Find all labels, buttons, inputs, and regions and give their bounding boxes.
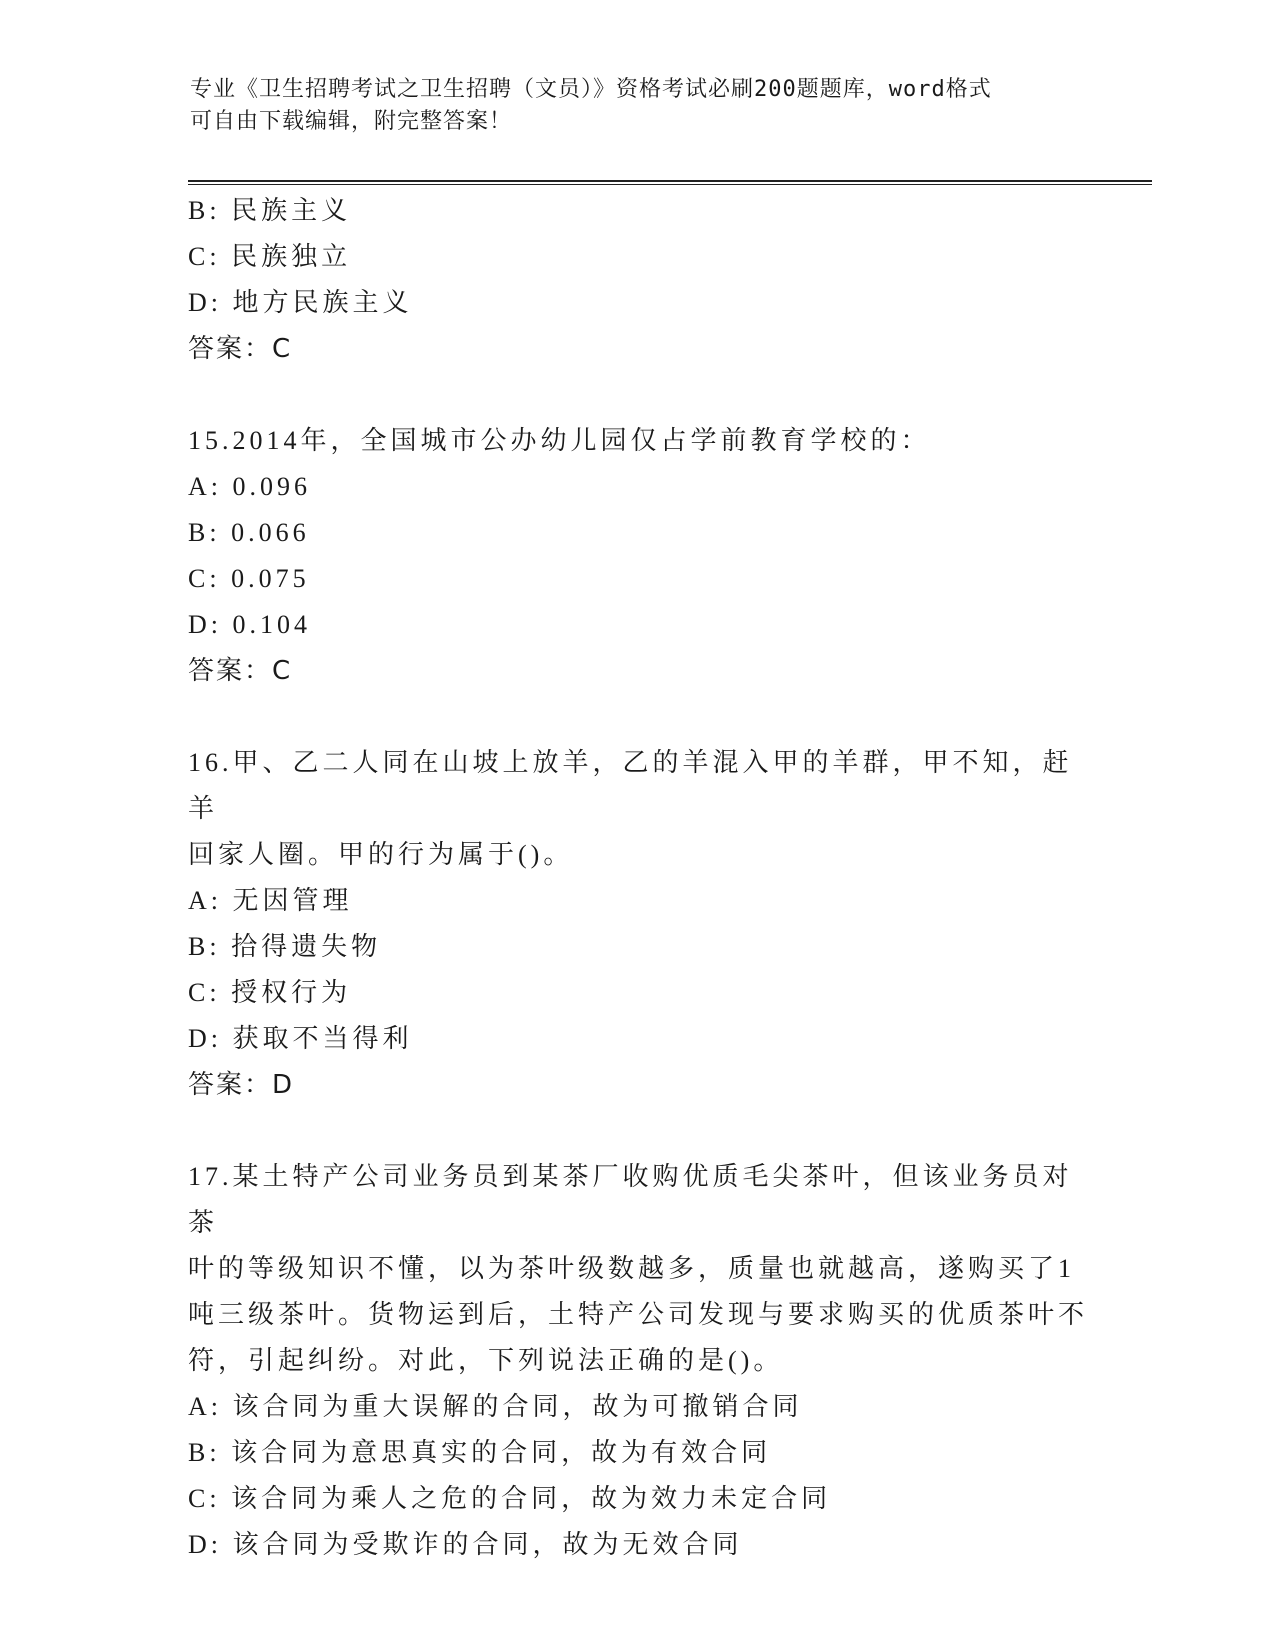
option-d: D: 该合同为受欺诈的合同，故为无效合同 <box>188 1530 743 1559</box>
question-16 <box>188 740 1088 1108</box>
option-d: D: 0.104 <box>188 610 311 639</box>
option-c: C: 授权行为 <box>188 978 352 1007</box>
question-stem: 15.2014年，全国城市公办幼儿园仅占学前教育学校的： <box>188 426 931 455</box>
header-title-line-1: 专业《卫生招聘考试之卫生招聘（文员）》资格考试必刷200题题库，word格式 <box>190 77 992 102</box>
question-15 <box>188 418 1088 694</box>
option-b: B: 该合同为意思真实的合同，故为有效合同 <box>188 1438 772 1467</box>
option-a: A: 0.096 <box>188 472 311 501</box>
question-stem-line-1: 16.甲、乙二人同在山坡上放羊，乙的羊混入甲的羊群，甲不知，赶羊 <box>188 748 1073 823</box>
question-14-tail <box>188 188 1088 372</box>
question-content <box>188 188 1088 1568</box>
header-title-line-2: 可自由下载编辑，附完整答案！ <box>190 109 513 134</box>
question-stem-line-2: 回家人圈。甲的行为属于()。 <box>188 840 574 869</box>
option-c: C: 该合同为乘人之危的合同，故为效力未定合同 <box>188 1484 832 1513</box>
answer-line: 答案：D <box>188 1070 295 1100</box>
page-header <box>190 74 1090 138</box>
option-c: C: 民族独立 <box>188 242 352 271</box>
option-b: B: 民族主义 <box>188 196 352 225</box>
option-b: B: 拾得遗失物 <box>188 932 382 961</box>
option-a: A: 该合同为重大误解的合同，故为可撤销合同 <box>188 1392 803 1421</box>
answer-line: 答案：C <box>188 334 293 364</box>
option-d: D: 地方民族主义 <box>188 288 413 317</box>
option-b: B: 0.066 <box>188 518 310 547</box>
question-stem-line-3: 吨三级茶叶。货物运到后，土特产公司发现与要求购买的优质茶叶不 <box>188 1300 1089 1329</box>
header-rule-thin <box>188 184 1152 185</box>
question-stem-line-1: 17.某土特产公司业务员到某茶厂收购优质毛尖茶叶，但该业务员对茶 <box>188 1162 1073 1237</box>
spacer <box>188 372 1088 418</box>
question-stem-line-4: 符，引起纠纷。对此，下列说法正确的是()。 <box>188 1346 784 1375</box>
question-stem-line-2: 叶的等级知识不懂，以为茶叶级数越多，质量也就越高，遂购买了1 <box>188 1254 1076 1283</box>
spacer <box>188 1108 1088 1154</box>
question-17 <box>188 1154 1088 1568</box>
option-d: D: 获取不当得利 <box>188 1024 413 1053</box>
spacer <box>188 694 1088 740</box>
header-rule-thick <box>188 180 1152 182</box>
answer-line: 答案：C <box>188 656 293 686</box>
option-c: C: 0.075 <box>188 564 310 593</box>
option-a: A: 无因管理 <box>188 886 353 915</box>
